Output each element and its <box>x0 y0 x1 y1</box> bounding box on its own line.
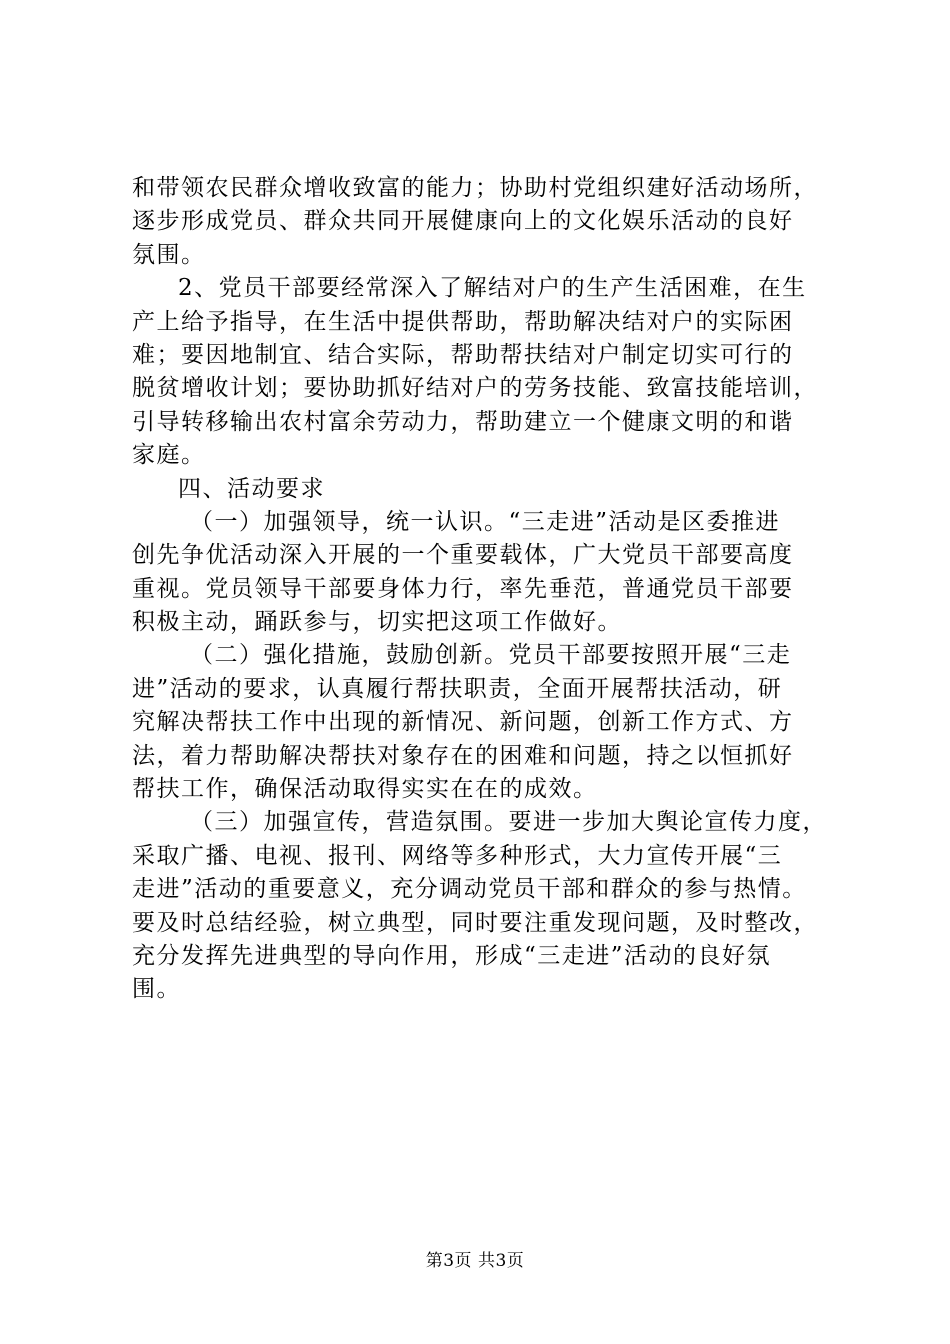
text-line: 进”活动的要求，认真履行帮扶职责，全面开展帮扶活动，研 <box>132 675 783 702</box>
text-line: 走进”活动的重要意义，充分调动党员干部和群众的参与热情。 <box>132 876 807 903</box>
page-number-footer: 第3页 共3页 <box>425 1251 525 1271</box>
text-line: 脱贫增收计划；要协助抓好结对户的劳务技能、致富技能培训， <box>132 375 818 402</box>
text-line: 充分发挥先进典型的导向作用，形成“三走进”活动的良好氛 <box>132 942 772 969</box>
text-line: 难；要因地制宜、结合实际，帮助帮扶结对户制定切实可行的 <box>132 341 794 368</box>
section-heading: 四、活动要求 <box>178 475 325 502</box>
paragraph-start-line: 2、党员干部要经常深入了解结对户的生产生活困难，在生 <box>178 275 807 302</box>
text-line: 法，着力帮助解决帮扶对象存在的困难和问题，持之以恒抓好 <box>132 742 794 769</box>
text-line: 家庭。 <box>132 442 206 469</box>
text-line: 引导转移输出农村富余劳动力，帮助建立一个健康文明的和谐 <box>132 408 794 435</box>
paragraph-start-line: （二）强化措施，鼓励创新。党员干部要按照开展“三走 <box>190 642 792 669</box>
text-line: 采取广播、电视、报刊、网络等多种形式，大力宣传开展“三 <box>132 842 783 869</box>
paragraph-start-line: （一）加强领导，统一认识。“三走进”活动是区委推进 <box>190 508 781 535</box>
text-line: 积极主动，踊跃参与，切实把这项工作做好。 <box>132 609 622 636</box>
text-line: 产上给予指导，在生活中提供帮助，帮助解决结对户的实际困 <box>132 308 794 335</box>
text-line: 重视。党员领导干部要身体力行，率先垂范，普通党员干部要 <box>132 575 794 602</box>
text-line: 逐步形成党员、群众共同开展健康向上的文化娱乐活动的良好 <box>132 208 794 235</box>
text-line: 氛围。 <box>132 241 206 268</box>
text-line: 创先争优活动深入开展的一个重要载体，广大党员干部要高度 <box>132 542 794 569</box>
text-line: 和带领农民群众增收致富的能力；协助村党组织建好活动场所， <box>132 175 818 201</box>
text-line: 究解决帮扶工作中出现的新情况、新问题，创新工作方式、方 <box>132 709 794 736</box>
document-body <box>132 172 827 1007</box>
paragraph-start-line: （三）加强宣传，营造氛围。要进一步加大舆论宣传力度， <box>190 809 827 836</box>
text-line: 围。 <box>132 976 181 1003</box>
text-line: 帮扶工作，确保活动取得实实在在的成效。 <box>132 776 598 803</box>
text-line: 要及时总结经验，树立典型，同时要注重发现问题，及时整改， <box>132 909 818 936</box>
